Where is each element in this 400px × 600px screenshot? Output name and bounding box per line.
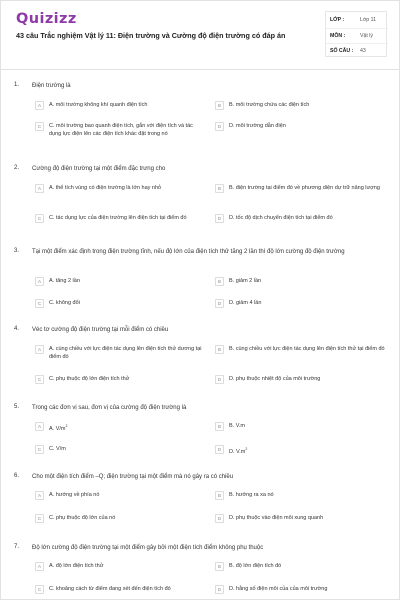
option-text-main: B. môi trường chứa các điện tích — [229, 102, 310, 108]
option-letter-badge: D — [215, 514, 224, 523]
answer-option-c[interactable] — [35, 514, 205, 523]
answer-option-a[interactable] — [35, 345, 205, 361]
question-number: 2. — [14, 165, 20, 171]
option-text — [49, 184, 161, 192]
answer-option-c[interactable] — [35, 299, 205, 308]
question-number: 5. — [14, 404, 20, 410]
option-text — [49, 562, 103, 570]
option-text-main: A. hướng về phía nó — [49, 492, 100, 498]
answer-option-d[interactable] — [215, 122, 390, 131]
option-text — [49, 514, 115, 522]
question-text: Độ lớn cường độ điện trường tại một điểm gây bởi một điện tích điểm không phụ thuộc — [32, 545, 264, 551]
option-text-main: B. độ lớn điện tích đó — [229, 563, 282, 569]
answer-option-b[interactable] — [215, 491, 390, 500]
option-text — [229, 277, 261, 285]
option-superscript: 2 — [65, 424, 68, 428]
meta-label: SỐ CÂU : — [330, 48, 354, 54]
option-letter-badge: A — [35, 101, 44, 110]
option-text — [229, 299, 261, 307]
option-text — [229, 214, 333, 222]
meta-label: MÔN : — [330, 33, 346, 39]
option-text — [49, 445, 66, 453]
header-divider — [0, 69, 400, 70]
question-text: Cường độ điện trường tại một điểm đặc trưng cho — [32, 166, 166, 172]
option-letter-badge: C — [35, 214, 44, 223]
option-text — [49, 422, 67, 433]
option-text — [49, 345, 205, 361]
option-text-main: A. V/m — [49, 425, 66, 432]
answer-option-c[interactable] — [35, 445, 205, 454]
option-text — [229, 422, 245, 430]
answer-option-d[interactable] — [215, 445, 390, 456]
option-text-main: D. V.m — [229, 448, 246, 455]
option-text — [49, 299, 80, 307]
answer-option-b[interactable] — [215, 277, 390, 286]
option-text-main: C. môi trường bao quanh điện tích, gắn với điện tích và tác dụng lực điện lên các điện tích khác đặt trong nó — [49, 123, 193, 137]
option-letter-badge: B — [215, 422, 224, 431]
meta-label: LỚP : — [330, 17, 345, 23]
option-text — [49, 585, 171, 593]
answer-option-d[interactable] — [215, 299, 390, 308]
meta-subject — [326, 28, 388, 43]
answer-option-b[interactable] — [215, 562, 390, 571]
meta-box — [325, 11, 387, 57]
option-text-main: B. điện trường tại điểm đó về phương diện dự trữ năng lượng — [229, 185, 380, 191]
option-text-main: D. phụ thuộc vào điện môi xung quanh — [229, 515, 324, 521]
answer-option-d[interactable] — [215, 514, 390, 523]
answer-option-d[interactable] — [215, 585, 390, 594]
option-text-main: D. môi trường dẫn điện — [229, 123, 286, 129]
question-text: Trong các đơn vị sau, đơn vị của cường độ điện trường là — [32, 405, 187, 411]
question-text: Tại một điểm xác định trong điện trường tĩnh, nếu độ lớn của điện tích thử tăng 2 lần thì độ lớn cường độ điện trường — [32, 249, 345, 255]
option-text-main: B. giảm 2 lần — [229, 278, 262, 284]
option-text-main: C. phụ thuộc độ lớn điện tích thử — [49, 376, 130, 382]
meta-grade — [326, 13, 388, 28]
option-text — [229, 585, 327, 593]
option-letter-badge: C — [35, 514, 44, 523]
answer-option-c[interactable] — [35, 214, 205, 223]
option-text — [49, 122, 205, 138]
option-text-main: A. cùng chiều với lực điện tác dụng lên điện tích thử dương tại điểm đó — [49, 346, 202, 360]
option-text-main: C. tác dụng lực của điện trường lên điện tích tại điểm đó — [49, 215, 187, 221]
option-text-main: A. môi trường không khí quanh điện tích — [49, 102, 148, 108]
option-letter-badge: A — [35, 491, 44, 500]
question-text: Điện trường là — [32, 83, 71, 89]
question-number: 6. — [14, 473, 20, 479]
option-text — [229, 184, 380, 192]
option-text — [229, 345, 385, 353]
answer-option-b[interactable] — [215, 345, 390, 354]
option-letter-badge: A — [35, 184, 44, 193]
option-text-main: C. V/m — [49, 446, 66, 452]
option-text — [49, 491, 99, 499]
option-letter-badge: C — [35, 122, 44, 131]
option-text-main: D. tốc độ dịch chuyển điện tích tại điểm đó — [229, 215, 333, 221]
option-text-main: B. hướng ra xa nó — [229, 492, 274, 498]
option-letter-badge: D — [215, 375, 224, 384]
answer-option-b[interactable] — [215, 422, 390, 431]
option-text — [229, 514, 323, 522]
answer-option-c[interactable] — [35, 585, 205, 594]
option-letter-badge: D — [215, 214, 224, 223]
option-text-main: A. thể tích vùng có điện trường là lớn hay nhỏ — [49, 185, 162, 191]
option-text — [229, 122, 286, 130]
option-text — [229, 375, 320, 383]
answer-option-d[interactable] — [215, 214, 390, 223]
option-letter-badge: A — [35, 562, 44, 571]
answer-option-c[interactable] — [35, 122, 205, 138]
option-text-main: B. V.m — [229, 423, 245, 429]
option-letter-badge: B — [215, 101, 224, 110]
option-letter-badge: A — [35, 422, 44, 431]
answer-option-a[interactable] — [35, 184, 205, 193]
option-superscript: 2 — [245, 447, 248, 451]
option-text-main: C. khoảng cách từ điểm đang xét đến điện tích đó — [49, 586, 171, 592]
question-number: 4. — [14, 326, 20, 332]
option-letter-badge: B — [215, 562, 224, 571]
option-text — [229, 491, 274, 499]
question-text: Cho một điện tích điểm –Q; điện trường tại một điểm mà nó gây ra có chiều — [32, 474, 234, 480]
option-text — [49, 277, 80, 285]
question-text: Véc tơ cường độ điện trường tại mỗi điểm có chiều — [32, 327, 169, 333]
option-letter-badge: D — [215, 122, 224, 131]
option-text — [49, 214, 187, 222]
option-text — [229, 101, 309, 109]
meta-value: 43 — [360, 48, 366, 54]
option-letter-badge: A — [35, 277, 44, 286]
answer-option-b[interactable] — [215, 184, 390, 193]
meta-value: Vật lý — [360, 33, 373, 39]
option-letter-badge: B — [215, 491, 224, 500]
option-text-main: D. hằng số điện môi của của môi trường — [229, 586, 328, 592]
quizizz-logo[interactable]: Quizizz — [16, 11, 77, 27]
option-text-main: C. phụ thuộc độ lớn của nó — [49, 515, 116, 521]
option-text-main: C. không đổi — [49, 300, 80, 306]
answer-option-a[interactable] — [35, 101, 205, 110]
option-letter-badge: D — [215, 585, 224, 594]
option-letter-badge: B — [215, 345, 224, 354]
worksheet-header — [0, 0, 400, 70]
option-text-main: A. tăng 2 lần — [49, 278, 80, 284]
page-title: 43 câu Trắc nghiệm Vật lý 11: Điện trường và Cường độ điện trường có đáp án — [16, 31, 286, 40]
answer-option-c[interactable] — [35, 375, 205, 384]
option-text-main: B. cùng chiều với lực điện tác dụng lên điện tích thử tại điểm đó — [229, 346, 385, 352]
option-text — [229, 445, 247, 456]
question-number: 1. — [14, 82, 20, 88]
option-text-main: D. phụ thuộc nhiệt độ của môi trường — [229, 376, 321, 382]
meta-question-count — [326, 43, 388, 58]
option-letter-badge: B — [215, 184, 224, 193]
question-number: 7. — [14, 544, 20, 550]
answer-option-a[interactable] — [35, 422, 205, 433]
option-letter-badge: C — [35, 299, 44, 308]
option-text — [49, 101, 147, 109]
option-letter-badge: C — [35, 445, 44, 454]
question-number: 3. — [14, 248, 20, 254]
option-text-main: A. độ lớn điện tích thử — [49, 563, 104, 569]
option-text-main: D. giảm 4 lần — [229, 300, 262, 306]
meta-value: Lớp 11 — [360, 17, 376, 23]
answer-option-a[interactable] — [35, 491, 205, 500]
answer-option-b[interactable] — [215, 101, 390, 110]
option-text — [49, 375, 129, 383]
option-text — [229, 562, 281, 570]
option-letter-badge: B — [215, 277, 224, 286]
option-letter-badge: A — [35, 345, 44, 354]
answer-option-d[interactable] — [215, 375, 390, 384]
option-letter-badge: C — [35, 585, 44, 594]
answer-option-a[interactable] — [35, 277, 205, 286]
answer-option-a[interactable] — [35, 562, 205, 571]
option-letter-badge: C — [35, 375, 44, 384]
option-letter-badge: D — [215, 445, 224, 454]
option-letter-badge: D — [215, 299, 224, 308]
